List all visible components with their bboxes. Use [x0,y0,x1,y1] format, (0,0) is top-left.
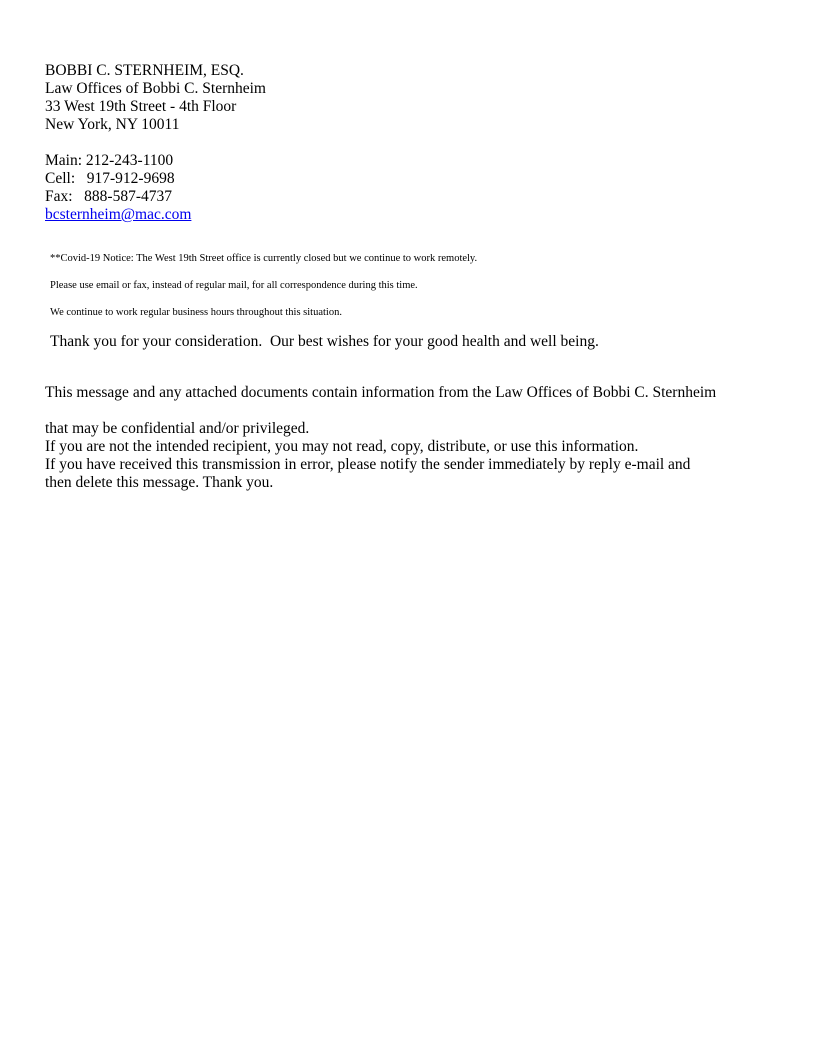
firm-name: Law Offices of Bobbi C. Sternheim [45,80,266,97]
signature-block [45,62,785,224]
notice-line-3: We continue to work regular business hours throughout this situation. [50,307,342,318]
thanks-message: Thank you for your consideration. Our best wishes for your good health and well being. [50,333,599,350]
main-phone: Main: 212-243-1100 [45,152,174,169]
notice-line-2: Please use email or fax, instead of regular mail, for all correspondence during this time. [50,280,418,291]
address-city: New York, NY 10011 [45,116,180,133]
attorney-name: BOBBI C. STERNHEIM, ESQ. [45,62,244,79]
email-signature-document [45,62,785,492]
covid-notice [45,252,785,351]
address-street: 33 West 19th Street - 4th Floor [45,98,237,115]
confidentiality-disclaimer [45,384,785,492]
spacer [45,134,785,152]
notice-line-1: **Covid-19 Notice: The West 19th Street office is currently closed but we continue to work remotely. [50,253,478,264]
disclaimer-line-3: If you are not the intended recipient, you may not read, copy, distribute, or use this information. [45,438,639,455]
disclaimer-line-5: then delete this message. Thank you. [45,474,274,491]
email-link[interactable]: bcsternheim@mac.com [45,206,192,223]
disclaimer-line-2: that may be confidential and/or privileged. [45,420,310,437]
spacer [45,402,785,420]
disclaimer-line-1: This message and any attached documents contain information from the Law Offices of Bobbi C. Sternheim [45,384,717,401]
disclaimer-line-4: If you have received this transmission in error, please notify the sender immediately by reply e-mail and [45,456,691,473]
fax-number: Fax: 888-587-4737 [45,188,173,205]
cell-phone: Cell: 917-912-9698 [45,170,175,187]
